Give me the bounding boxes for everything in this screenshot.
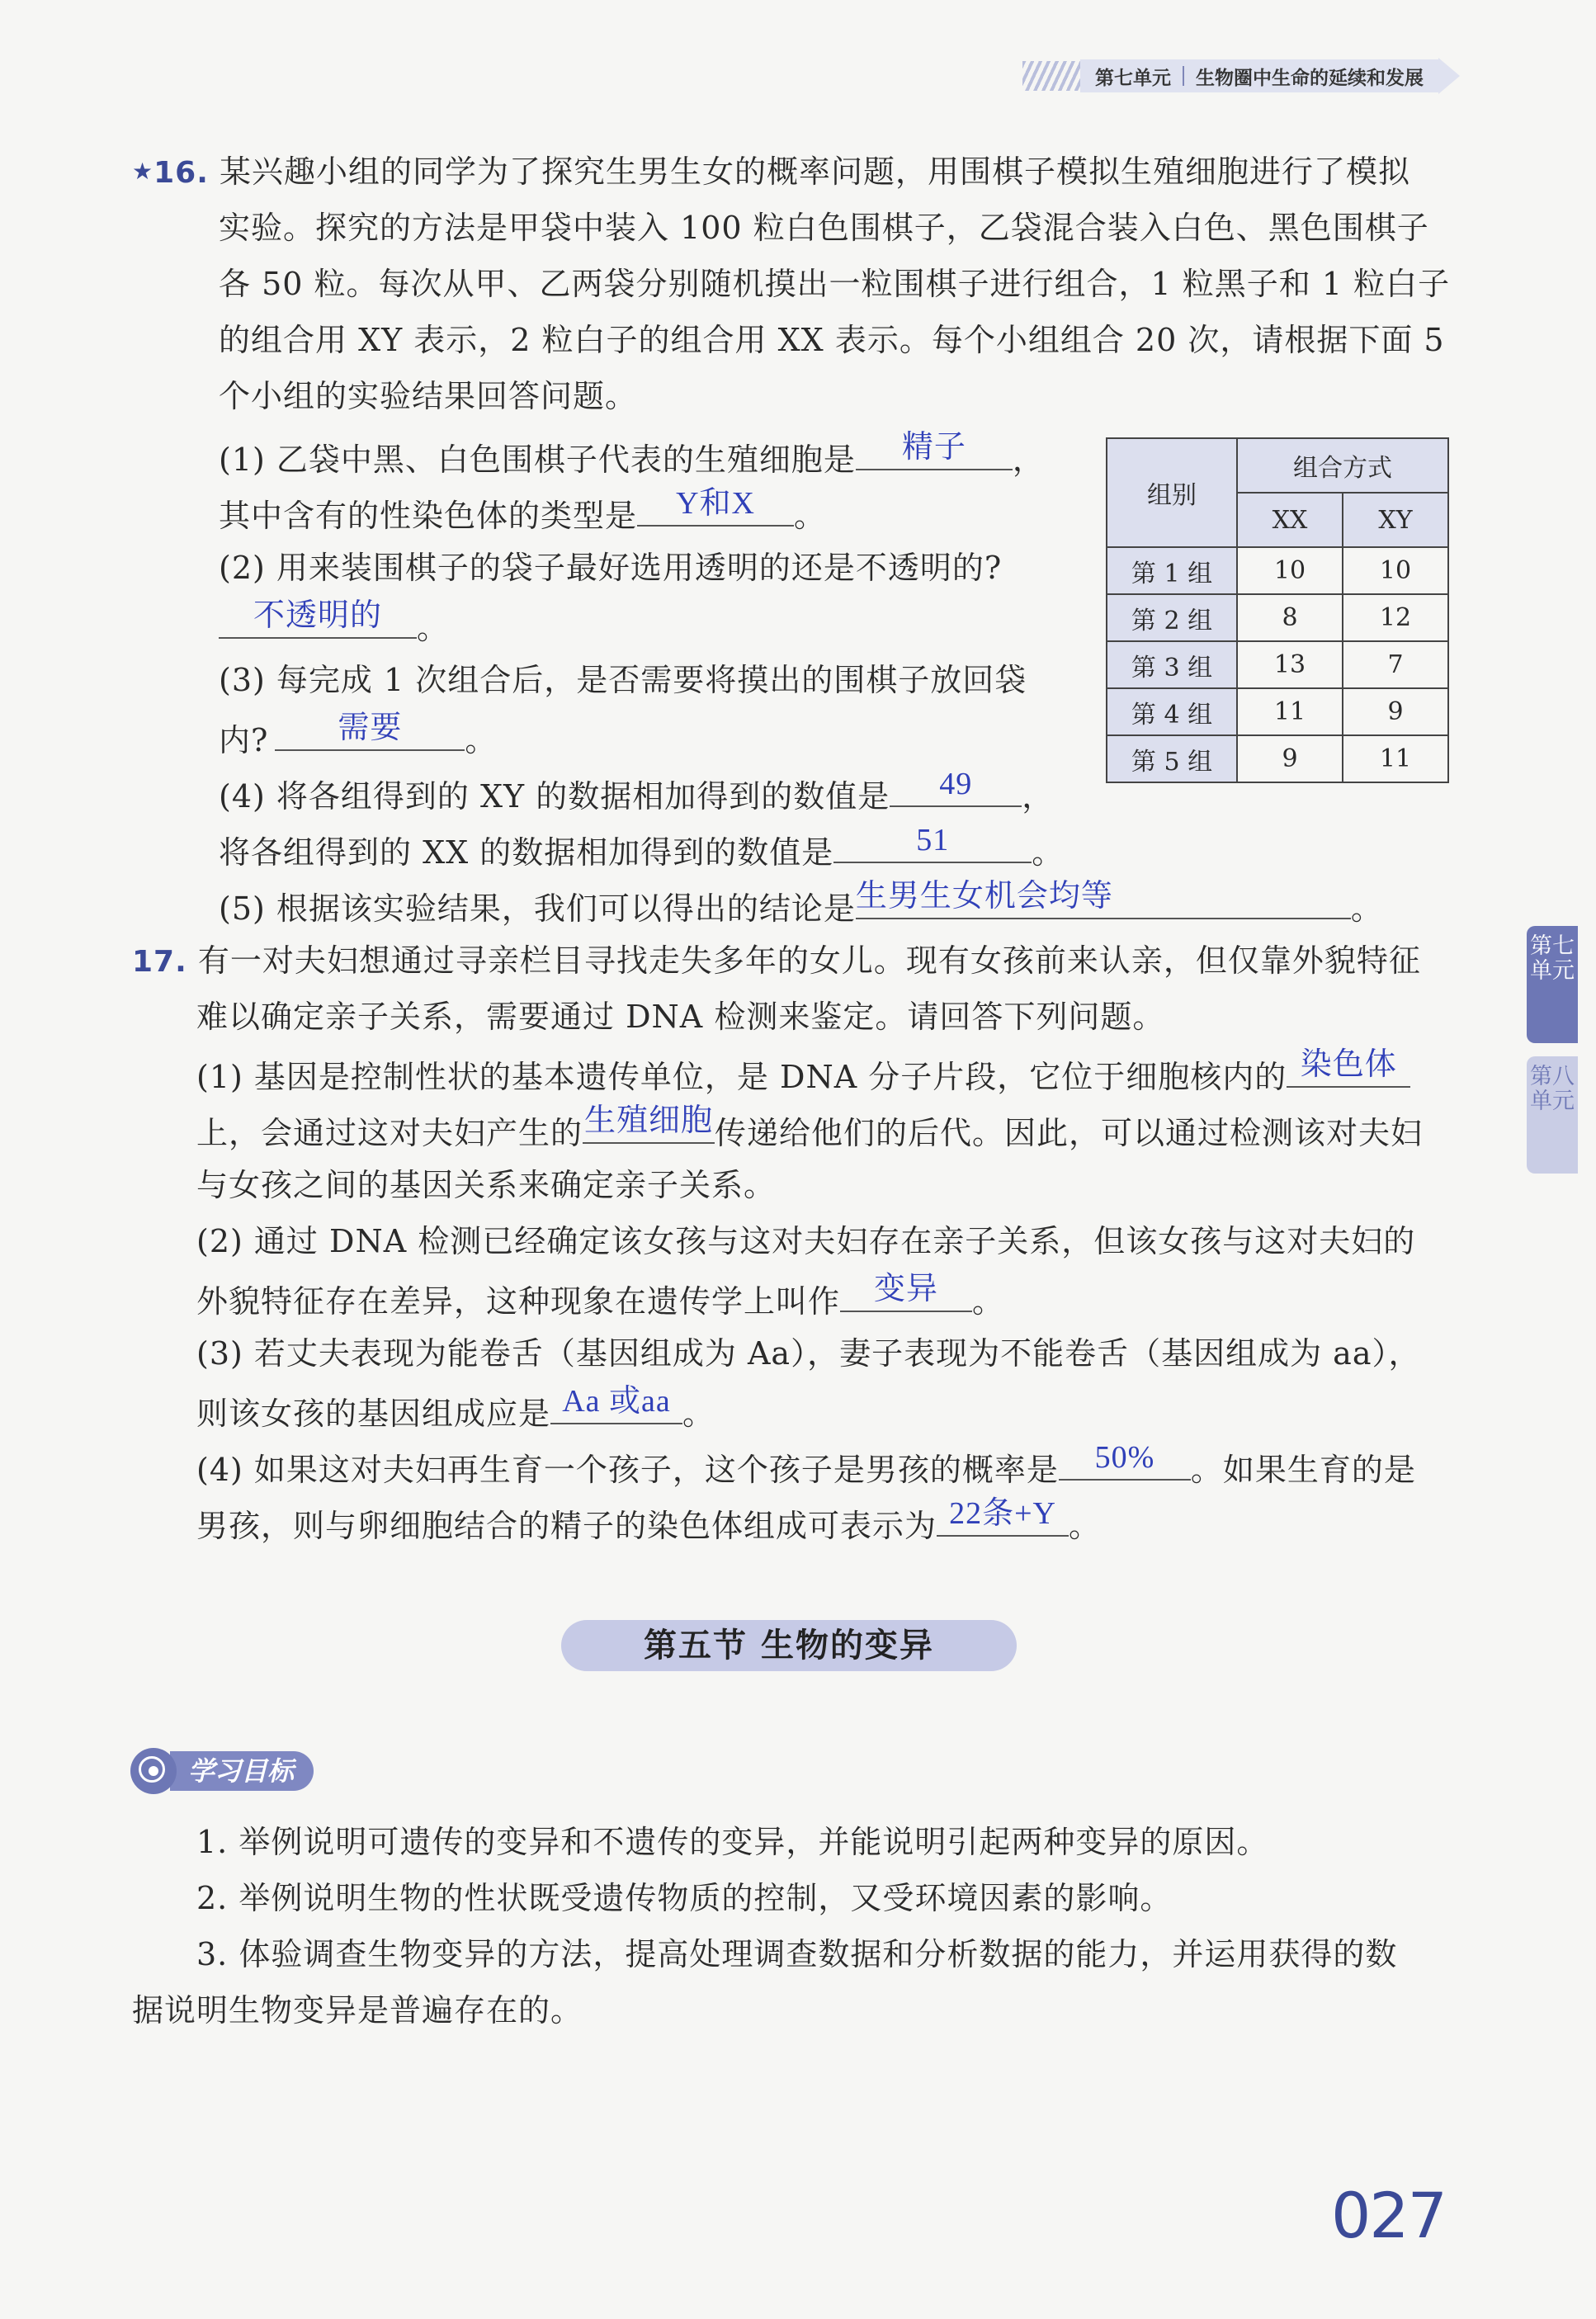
period: 。 — [972, 1283, 1005, 1320]
answer-text: 49 — [939, 767, 973, 801]
period: 。 — [417, 610, 450, 646]
table-cell-xy: 9 — [1343, 688, 1448, 735]
q16-stem-2: 实验。探究的方法是甲袋中装入 100 粒白色围棋子，乙袋混合装入白色、黑色围棋子 — [219, 210, 1429, 246]
q16-part-1b — [219, 486, 827, 536]
results-table — [1106, 437, 1449, 783]
q16-part-5 — [219, 879, 1383, 928]
q17-part-3b — [196, 1384, 715, 1433]
q17-part-1b-post: 传递给他们的后代。因此，可以通过检测该对夫妇 — [715, 1115, 1424, 1151]
table-cell-group: 第 3 组 — [1107, 641, 1237, 688]
q16-line-1 — [132, 152, 1410, 193]
q16-part-4a — [219, 767, 1055, 816]
table-cell-xx: 8 — [1237, 594, 1343, 641]
header-separator — [1183, 66, 1184, 86]
answer-text: 生殖细胞 — [584, 1103, 714, 1138]
q16-part-3b — [219, 711, 498, 760]
q17-line-1 — [132, 941, 1421, 982]
table-cell-group: 第 2 组 — [1107, 594, 1237, 641]
table-cell-xx: 13 — [1237, 641, 1343, 688]
answer-blank[interactable] — [856, 430, 1013, 470]
period: 。 — [794, 498, 827, 534]
period: 。 — [682, 1396, 715, 1432]
answer-blank[interactable] — [833, 823, 1032, 863]
answer-blank[interactable] — [637, 486, 794, 527]
answer-blank[interactable] — [550, 1384, 682, 1424]
answer-blank[interactable] — [1059, 1440, 1191, 1481]
table-header-combination: 组合方式 — [1237, 438, 1448, 493]
header-bar — [1080, 59, 1438, 92]
answer-text: 精子 — [901, 430, 966, 465]
q16-part-1b-text: 其中含有的性染色体的类型是 — [219, 498, 638, 534]
goal-item-3: 3. 体验调查生物变异的方法，提高处理调查数据和分析数据的能力，并运用获得的数 — [196, 1936, 1398, 1972]
answer-text: 50% — [1094, 1440, 1155, 1475]
comma: ， — [1022, 778, 1055, 815]
answer-blank[interactable] — [275, 711, 465, 751]
learning-goals-label: 学习目标 — [170, 1751, 314, 1791]
side-tab-unit-7[interactable] — [1527, 926, 1578, 1043]
header-title: 生物圈中生命的延续和发展 — [1196, 67, 1424, 89]
q16-part-4a-text: (4) 将各组得到的 XY 的数据相加得到的数值是 — [219, 778, 890, 815]
q17-part-2a: (2) 通过 DNA 检测已经确定该女孩与这对夫妇存在亲子关系，但该女孩与这对夫妇的 — [196, 1223, 1416, 1259]
answer-text: 不透明的 — [253, 598, 382, 633]
q17-part-2b-text: 外貌特征存在差异，这种现象在遗传学上叫作 — [196, 1283, 841, 1320]
answer-blank[interactable] — [937, 1496, 1069, 1537]
running-header — [1022, 54, 1460, 97]
chevron-right-icon — [1438, 58, 1460, 94]
q16-part-4b-text: 将各组得到的 XX 的数据相加得到的数值是 — [219, 834, 834, 871]
target-icon — [130, 1748, 177, 1794]
header-stripes — [1022, 61, 1080, 91]
q17-part-4a-pre: (4) 如果这对夫妇再生育一个孩子，这个孩子是男孩的概率是 — [196, 1452, 1059, 1488]
table-cell-xy: 7 — [1343, 641, 1448, 688]
q16-part-4b — [219, 823, 1065, 872]
q17-part-2b — [196, 1272, 1005, 1321]
table-row — [1107, 594, 1448, 641]
q17-part-4b-text: 男孩，则与卵细胞结合的精子的染色体组成可表示为 — [196, 1508, 937, 1544]
q17-part-1a — [196, 1047, 1410, 1097]
answer-text: 需要 — [338, 711, 403, 745]
q17-part-4a — [196, 1440, 1416, 1490]
answer-text: 51 — [916, 823, 950, 857]
section-title: 第五节 生物的变异 — [561, 1620, 1017, 1671]
side-tab-unit-7-label: 第七单元 — [1530, 933, 1575, 984]
period: 。 — [1069, 1508, 1102, 1544]
table-cell-group: 第 5 组 — [1107, 735, 1237, 782]
q16-stem-3: 各 50 粒。每次从甲、乙两袋分别随机摸出一粒围棋子进行组合，1 粒黑子和 1 粒白子 — [219, 266, 1451, 302]
q17-part-4b — [196, 1496, 1102, 1546]
q17-part-1b — [196, 1103, 1424, 1153]
side-tab-unit-8-label: 第八单元 — [1530, 1064, 1575, 1114]
table-cell-xx: 10 — [1237, 547, 1343, 594]
table-header-xy: XY — [1343, 493, 1448, 547]
table-row — [1107, 735, 1448, 782]
goal-item-3-cont: 据说明生物变异是普遍存在的。 — [132, 1992, 583, 2029]
page-number: 027 — [1330, 2179, 1446, 2252]
q16-part-1a — [219, 430, 1045, 479]
q16-number: 16. — [153, 156, 209, 190]
answer-text: Y和X — [676, 486, 755, 521]
answer-blank[interactable] — [890, 767, 1022, 807]
answer-text: 生男生女机会均等 — [855, 879, 1113, 914]
table-cell-xy: 12 — [1343, 594, 1448, 641]
q17-part-4a-post: 。如果生育的是 — [1190, 1452, 1416, 1488]
answer-blank[interactable] — [219, 598, 417, 639]
period: 。 — [465, 722, 498, 758]
answer-text: 染色体 — [1300, 1047, 1397, 1082]
answer-blank[interactable] — [1287, 1047, 1410, 1088]
table-row — [1107, 547, 1448, 594]
goal-item-2: 2. 举例说明生物的性状既受遗传物质的控制，又受环境因素的影响。 — [196, 1880, 1173, 1916]
q16-part-1a-text: (1) 乙袋中黑、白色围棋子代表的生殖细胞是 — [219, 442, 856, 478]
answer-blank[interactable] — [583, 1103, 715, 1144]
q16-part-2: (2) 用来装围棋子的袋子最好选用透明的还是不透明的? — [219, 550, 1003, 586]
answer-blank[interactable] — [840, 1272, 972, 1312]
table-row — [1107, 641, 1448, 688]
table-cell-group: 第 4 组 — [1107, 688, 1237, 735]
table-header-xx: XX — [1237, 493, 1343, 547]
side-tab-unit-8[interactable] — [1527, 1056, 1578, 1174]
q17-part-1b-pre: 上，会通过这对夫妇产生的 — [196, 1115, 583, 1151]
answer-blank[interactable] — [855, 879, 1351, 919]
q17-part-1a-text: (1) 基因是控制性状的基本遗传单位，是 DNA 分子片段，它位于细胞核内的 — [196, 1059, 1287, 1095]
table-cell-xx: 9 — [1237, 735, 1343, 782]
period: 。 — [1032, 834, 1065, 871]
learning-goals-badge — [130, 1748, 314, 1794]
q17-stem-1: 有一对夫妇想通过寻亲栏目寻找走失多年的女儿。现有女孩前来认亲，但仅靠外貌特征 — [197, 942, 1421, 979]
q16-part-3b-text: 内? — [219, 722, 269, 758]
table-cell-xy: 11 — [1343, 735, 1448, 782]
header-unit: 第七单元 — [1095, 67, 1171, 89]
q16-part-2-answer — [219, 598, 450, 648]
q16-part-3a: (3) 每完成 1 次组合后，是否需要将摸出的围棋子放回袋 — [219, 662, 1027, 698]
q17-stem-2: 难以确定亲子关系，需要通过 DNA 检测来鉴定。请回答下列问题。 — [196, 999, 1165, 1035]
table-cell-xy: 10 — [1343, 547, 1448, 594]
q16-stem-1: 某兴趣小组的同学为了探究生男生女的概率问题，用围棋子模拟生殖细胞进行了模拟 — [219, 153, 1410, 190]
table-cell-xx: 11 — [1237, 688, 1343, 735]
answer-text: 变异 — [874, 1272, 939, 1306]
q16-part-5-text: (5) 根据该实验结果，我们可以得出的结论是 — [219, 890, 856, 927]
q17-part-1c: 与女孩之间的基因关系来确定亲子关系。 — [196, 1167, 777, 1203]
q16-stem-5: 个小组的实验结果回答问题。 — [219, 378, 638, 414]
table-row — [1107, 688, 1448, 735]
period: 。 — [1350, 890, 1383, 927]
goal-item-1: 1. 举例说明可遗传的变异和不遗传的变异，并能说明引起两种变异的原因。 — [196, 1824, 1269, 1860]
q17-number: 17. — [132, 945, 187, 979]
table-cell-group: 第 1 组 — [1107, 547, 1237, 594]
q17-part-3b-text: 则该女孩的基因组成应是 — [196, 1396, 551, 1432]
table-header-group: 组别 — [1107, 438, 1237, 547]
q16-stem-4: 的组合用 XY 表示，2 粒白子的组合用 XX 表示。每个小组组合 20 次，请根据下面 5 — [219, 322, 1445, 358]
answer-text: 22条+Y — [949, 1496, 1056, 1531]
star-icon: ★ — [132, 158, 154, 185]
answer-text: Aa 或aa — [562, 1384, 671, 1419]
q17-part-3a: (3) 若丈夫表现为能卷舌（基因组成为 Aa），妻子表现为不能卷舌（基因组成为 aa）， — [196, 1335, 1421, 1372]
comma: ， — [1012, 442, 1045, 478]
